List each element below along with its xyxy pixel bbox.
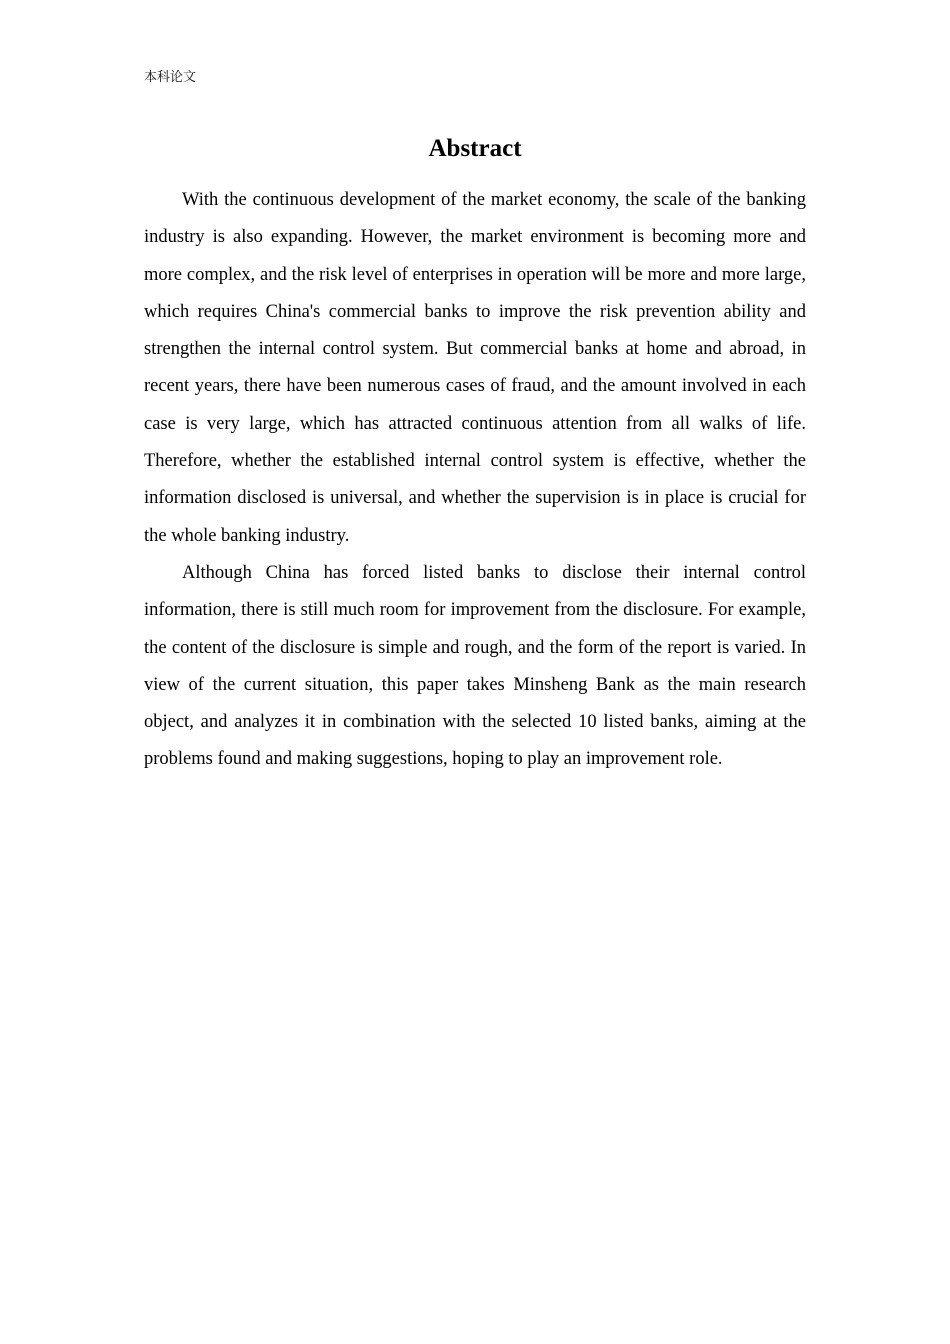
abstract-body (144, 182, 806, 779)
page-title: Abstract (428, 135, 522, 162)
abstract-paragraph-2: Although China has forced listed banks to disclose their internal control information, there is still much room for improvement from the disclosure. For example, the content of the disclosure is simple and rough, and the form of the report is varied. In view of the current situation, this paper takes Minsheng Bank as the main research object, and analyzes it in combination with the selected 10 listed banks, aiming at the problems found and making suggestions, hoping to play an improvement role. (144, 562, 806, 770)
abstract-paragraph-1: With the continuous development of the market economy, the scale of the banking industry is also expanding. However, the market environment is becoming more and more complex, and the risk level of enterprises in operation will be more and more large, which requires China's commercial banks to improve the risk prevention ability and strengthen the internal control system. But commercial banks at home and abroad, in recent years, there have been numerous cases of fraud, and the amount involved in each case is very large, which has attracted continuous attention from all walks of life. Therefore, whether the established internal control system is effective, whether the information disclosed is universal, and whether the supervision is in place is crucial for the whole banking industry. (144, 190, 806, 546)
running-header: 本科论文 (144, 70, 197, 85)
